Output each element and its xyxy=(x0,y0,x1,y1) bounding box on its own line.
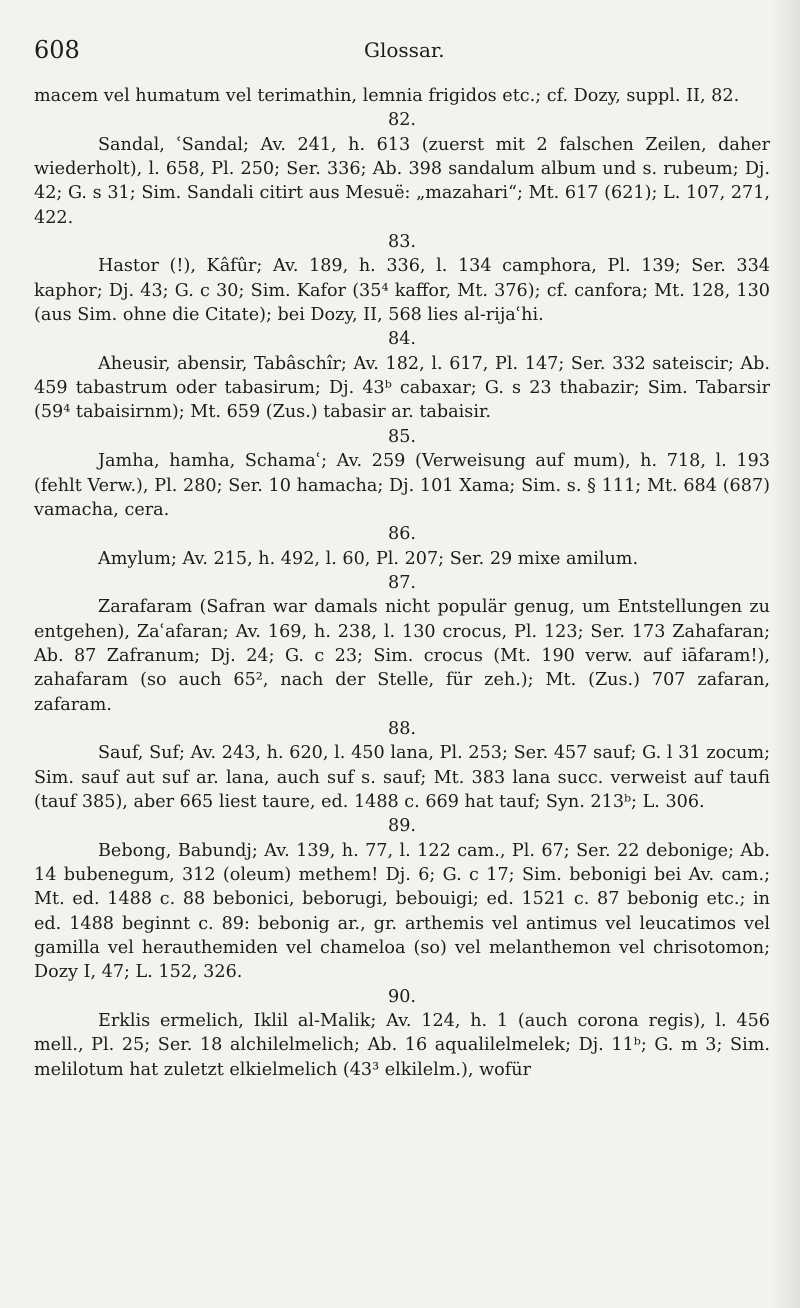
glossary-entry: Zarafaram (Safran war damals nicht populär genug, um Entstellungen zu entgehen), Zaʿafaran; Av. 169, h. 238, l. 130 crocus, Pl. 123; Ser. 173 Zahafaran; Ab. 87 Zafranum; Dj. 24; G. c 23; Sim. crocus (Mt. 190 verw. auf iāfaram!), zahafaram (so auch 65², nach der Stelle, für zeh.); Mt. (Zus.) 707 zafaran, zafaram. xyxy=(34,597,770,715)
entry-number: 82. xyxy=(388,110,416,131)
entry-number: 83. xyxy=(388,232,416,253)
entry-number: 89. xyxy=(388,816,416,837)
entry-number: 86. xyxy=(388,524,416,545)
glossary-entry: Sauf, Suf; Av. 243, h. 620, l. 450 lana, Pl. 253; Ser. 457 sauf; G. l 31 zocum; Sim. sauf aut suf ar. lana, auch suf s. sauf; Mt. 383 lana succ. verweist auf taufi (tauf 385), aber 665 liest taure, ed. 1488 c. 669 hat tauf; Syn. 213ᵇ; L. 306. xyxy=(34,743,770,812)
page-edge-shadow xyxy=(772,0,800,1308)
entry-number: 85. xyxy=(388,426,416,447)
paragraph-continuation: macem vel humatum vel terimathin, lemnia frigidos etc.; cf. Dozy, suppl. II, 82. xyxy=(34,86,740,106)
glossary-entry: Bebong, Babundj; Av. 139, h. 77, l. 122 cam., Pl. 67; Ser. 22 debonige; Ab. 14 bubenegum, 312 (oleum) methem! Dj. 6; G. c 17; Sim. bebonigi bei Av. cam.; Mt. ed. 1488 c. 88 bebonici, beborugi, bebouigi; ed. 1521 c. 87 bebonig etc.; in ed. 1488 beginnt c. 89: bebonig ar., gr. arthemis vel antimus vel leucatimos vel gamilla vel herauthemiden vel chameloa (so) vel melanthemon vel chrisotomon; Dozy I, 47; L. 152, 326. xyxy=(34,840,770,983)
entry-number: 90. xyxy=(388,986,416,1007)
running-head: Glossar. xyxy=(364,38,445,62)
glossary-entry: Erklis ermelich, Iklil al-Malik; Av. 124, h. 1 (auch corona regis), l. 456 mell., Pl. 25; Ser. 18 alchilelmelich; Ab. 16 aqualilelmelek; Dj. 11ᵇ; G. m 3; Sim. melilotum hat zuletzt elkielmelich (43³ elkilelm.), wofür xyxy=(34,1011,770,1080)
glossary-entry: Sandal, ʿSandal; Av. 241, h. 613 (zuerst mit 2 falschen Zeilen, daher wiederholt), l. 658, Pl. 250; Ser. 336; Ab. 398 sandalum album und s. rubeum; Dj. 42; G. s 31; Sim. Sandali citirt aus Mesuë: „mazahari“; Mt. 617 (621); L. 107, 271, 422. xyxy=(34,134,770,228)
entry-number: 87. xyxy=(388,572,416,593)
entry-number: 84. xyxy=(388,329,416,350)
entry-number: 88. xyxy=(388,718,416,739)
glossary-entry: Jamha, hamha, Schamaʿ; Av. 259 (Verweisung auf mum), h. 718, l. 193 (fehlt Verw.), Pl. 280; Ser. 10 hamacha; Dj. 101 Xama; Sim. s. § 111; Mt. 684 (687) vamacha, cera. xyxy=(34,451,770,520)
glossary-entry: Hastor (!), Kâfûr; Av. 189, h. 336, l. 134 camphora, Pl. 139; Ser. 334 kaphor; Dj. 43; G. c 30; Sim. Kafor (35⁴ kaffor, Mt. 376); cf. canfora; Mt. 128, 130 (aus Sim. ohne die Citate); bei Dozy, II, 568 lies al-rijaʿhi. xyxy=(34,256,770,326)
page-number: 608 xyxy=(34,36,80,64)
glossary-entry: Amylum; Av. 215, h. 492, l. 60, Pl. 207; Ser. 29 mixe amilum. xyxy=(98,548,639,569)
page-header xyxy=(34,28,770,64)
glossary-text xyxy=(34,84,770,1082)
glossary-entry: Aheusir, abensir, Tabâschîr; Av. 182, l. 617, Pl. 147; Ser. 332 sateiscir; Ab. 459 tabastrum oder tabasirum; Dj. 43ᵇ cabaxar; G. s 23 thabazir; Sim. Tabarsir (59⁴ tabaisirnm); Mt. 659 (Zus.) tabasir ar. tabaisir. xyxy=(34,353,770,423)
